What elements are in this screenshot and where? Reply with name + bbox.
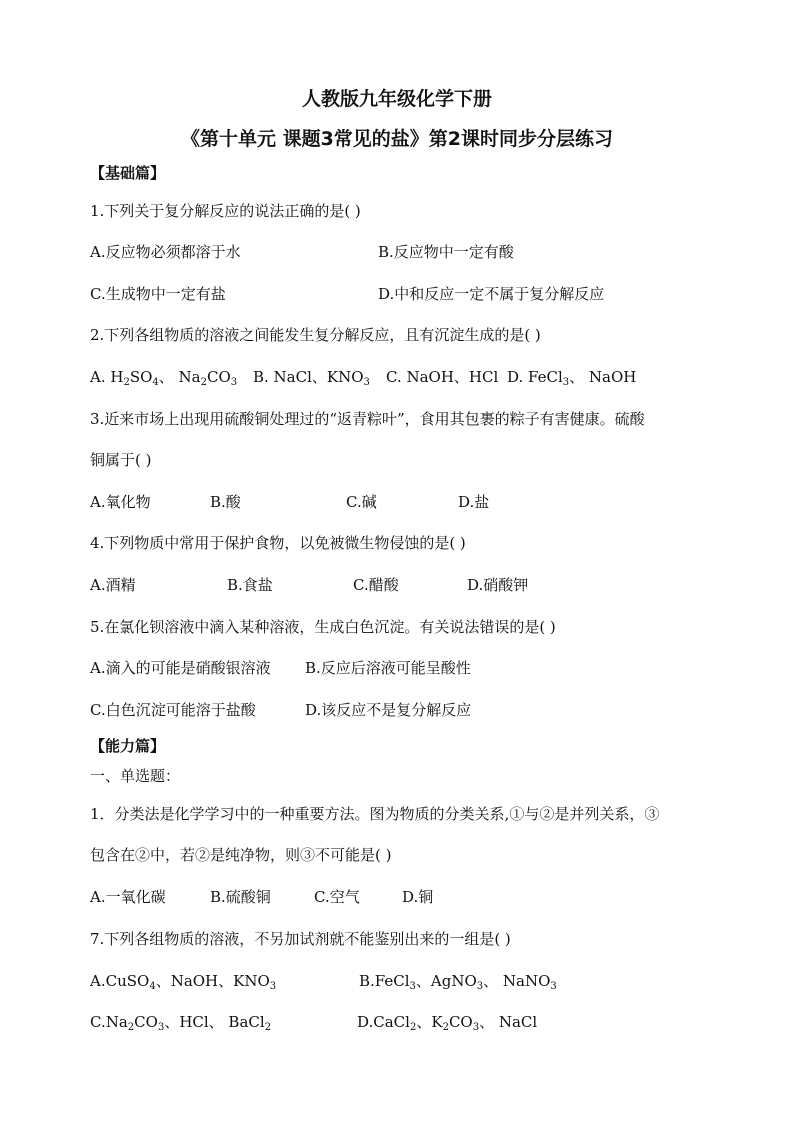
q3-option-d: D.盐 <box>458 493 490 511</box>
question-3-stem-line-1: 3.近来市场上出现用硫酸铜处理过的“返青粽叶”，食用其包裹的粽子有害健康。硫酸 <box>90 410 645 428</box>
q2-option-c: C. NaOH、HCl <box>386 368 499 386</box>
q7-option-d: D.CaCl$_2$、$K_2CO_3$、 NaCl <box>357 1013 538 1033</box>
q4-option-b: B.食盐 <box>227 576 273 594</box>
q2-option-a: A. $H_2SO_4$、 $Na_2CO_3$ <box>90 368 238 388</box>
q1-option-a: A.反应物必须都溶于水 <box>90 243 241 261</box>
q2-option-b: B. NaCl、$KNO_3$ <box>253 368 370 388</box>
q3-option-a: A.氧化物 <box>90 493 151 511</box>
q6-option-d: D.铜 <box>402 888 434 906</box>
question-4-stem: 4.下列物质中常用于保护食物，以免被微生物侵蚀的是( ) <box>90 534 466 552</box>
question-7-stem: 7.下列各组物质的溶液，不另加试剂就不能鉴别出来的一组是( ) <box>90 930 511 948</box>
q7-option-c: $C.Na_2CO_3$、HCl、 BaCl$_2$ <box>90 1013 272 1033</box>
q3-option-b: B.酸 <box>210 493 241 511</box>
q4-option-a: A.酒精 <box>90 576 136 594</box>
q2-option-d: D. FeCl$_3$、 NaOH <box>507 368 637 388</box>
q5-option-c: C.白色沉淀可能溶于盐酸 <box>90 701 256 719</box>
q7-option-a: A.CuSO$_4$、NaOH、$KNO_3$ <box>90 972 277 992</box>
question-6-stem-line-2: 包含在②中，若②是纯净物，则③不可能是( ) <box>90 846 392 864</box>
q3-option-c: C.碱 <box>346 493 377 511</box>
section-ability: 【能力篇】 <box>90 737 166 755</box>
document-subtitle: 《第十单元 课题3常见的盐》第2课时同步分层练习 <box>180 128 614 150</box>
q7-option-b: B.FeCl$_3$、AgNO$_3$、 NaNO$_3$ <box>359 972 557 992</box>
question-1-stem: 1.下列关于复分解反应的说法正确的是( ) <box>90 202 361 220</box>
section-basic: 【基础篇】 <box>90 164 166 182</box>
q4-option-c: C.醋酸 <box>353 576 399 594</box>
q5-option-d: D.该反应不是复分解反应 <box>305 701 472 719</box>
question-2-stem: 2.下列各组物质的溶液之间能发生复分解反应，且有沉淀生成的是( ) <box>90 326 541 344</box>
q1-option-b: B.反应物中一定有酸 <box>378 243 514 261</box>
q1-option-d: D.中和反应一定不属于复分解反应 <box>378 285 605 303</box>
question-5-stem: 5.在氯化钡溶液中滴入某种溶液，生成白色沉淀。有关说法错误的是( ) <box>90 618 556 636</box>
q1-option-c: C.生成物中一定有盐 <box>90 285 226 303</box>
q4-option-d: D.硝酸钾 <box>467 576 529 594</box>
document-title: 人教版九年级化学下册 <box>301 88 492 110</box>
section-single-choice: 一、单选题： <box>90 767 181 785</box>
question-3-stem-line-2: 铜属于( ) <box>90 451 152 469</box>
question-6-stem-line-1: 1．分类法是化学学习中的一种重要方法。图为物质的分类关系,①与②是并列关系，③ <box>90 805 660 823</box>
q5-option-b: B.反应后溶液可能呈酸性 <box>305 659 471 677</box>
q6-option-c: C.空气 <box>314 888 360 906</box>
q6-option-a: A.一氧化碳 <box>90 888 166 906</box>
q6-option-b: B.硫酸铜 <box>210 888 271 906</box>
q5-option-a: A.滴入的可能是硝酸银溶液 <box>90 659 271 677</box>
